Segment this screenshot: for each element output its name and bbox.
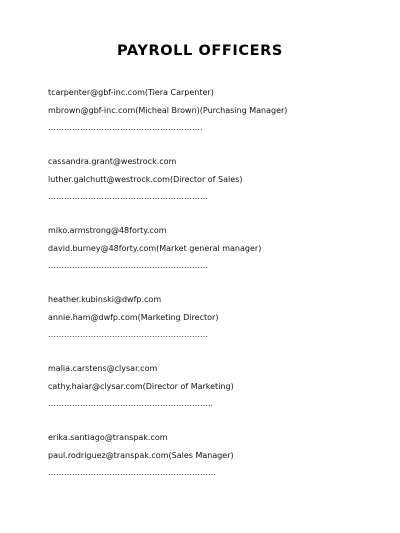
contact-email: tcarpenter@gbf-inc.com(Tiera Carpenter) (48, 88, 214, 97)
dotted-separator: …………………………………………………….. (48, 399, 214, 408)
contact-group (48, 433, 368, 478)
contact-group (48, 88, 368, 133)
contact-group (48, 157, 368, 202)
contact-email: cathy.haiar@clysar.com(Director of Marketing) (48, 381, 234, 391)
dotted-separator: …………………………………………………… (48, 192, 208, 201)
contact-email: luther.galchutt@westrock.com(Director of Sales) (48, 174, 243, 184)
page-title: PAYROLL OFFICERS (117, 43, 283, 59)
dotted-separator: ……………………………………………………… (48, 468, 216, 477)
contact-email: cassandra.grant@westrock.com (48, 157, 177, 166)
dotted-separator: …………………………………………………… (48, 330, 208, 339)
contact-email: david.burney@48forty.com(Market general manager) (48, 243, 262, 253)
dotted-separator: …………………………………………………. (48, 123, 203, 132)
dotted-separator: …………………………………………………… (48, 261, 208, 270)
contact-group (48, 226, 368, 271)
contact-email: annie.ham@dwfp.com(Marketing Director) (48, 312, 219, 322)
contact-email: erika.santiago@transpak.com (48, 433, 168, 442)
contact-group (48, 364, 368, 409)
contact-group (48, 295, 368, 340)
contact-email: mbrown@gbf-inc.com(Micheal Brown)(Purchasing Manager) (48, 105, 288, 115)
contact-email: malia.carstens@clysar.com (48, 364, 158, 373)
contact-email: paul.rodriguez@transpak.com(Sales Manager) (48, 450, 234, 460)
contact-email: miko.armstrong@48forty.com (48, 226, 167, 235)
contact-email: heather.kubinski@dwfp.com (48, 295, 162, 304)
